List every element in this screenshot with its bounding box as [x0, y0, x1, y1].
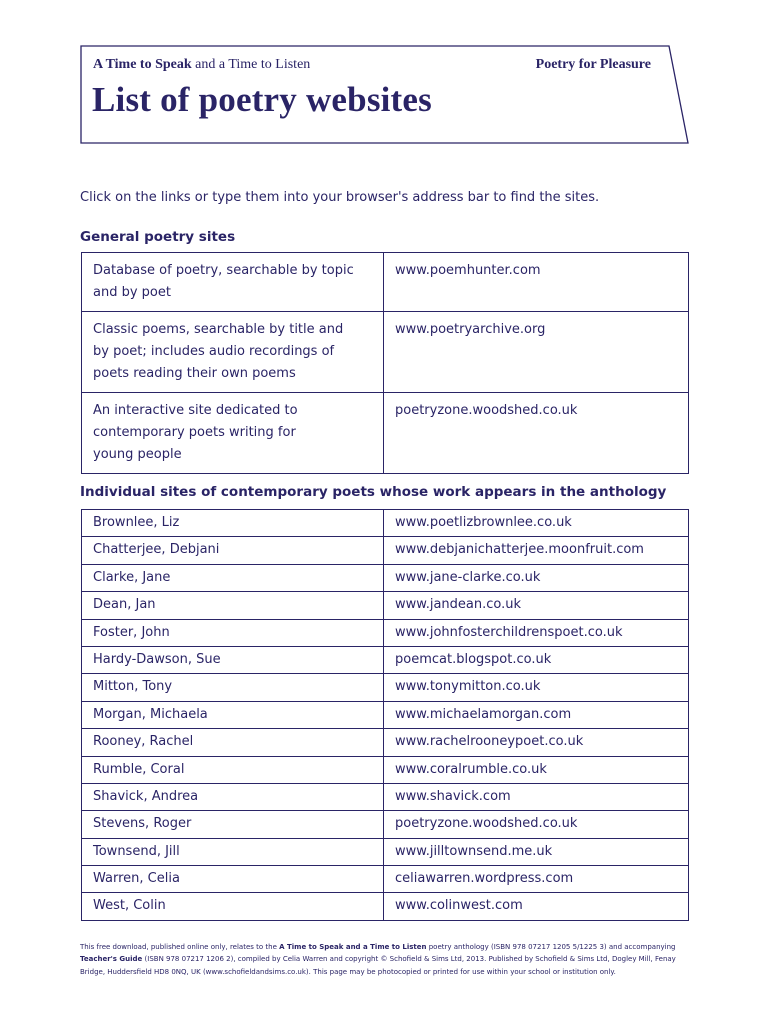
- site-url-link[interactable]: www.poemhunter.com: [384, 253, 689, 312]
- site-url-link[interactable]: www.poetryarchive.org: [384, 312, 689, 393]
- poet-url-link[interactable]: poetryzone.woodshed.co.uk: [384, 811, 689, 838]
- table-row: [82, 729, 689, 756]
- poet-name: Brownlee, Liz: [82, 510, 384, 537]
- table-row: [82, 866, 689, 893]
- table-row: [82, 393, 689, 474]
- poet-url-link[interactable]: celiawarren.wordpress.com: [384, 866, 689, 893]
- table-row: [82, 646, 689, 673]
- poet-url-link[interactable]: www.poetlizbrownlee.co.uk: [384, 510, 689, 537]
- table-row: [82, 537, 689, 564]
- poet-name: Warren, Celia: [82, 866, 384, 893]
- poet-url-link[interactable]: www.debjanichatterjee.moonfruit.com: [384, 537, 689, 564]
- table-row: [82, 253, 689, 312]
- poet-name: Clarke, Jane: [82, 564, 384, 591]
- poets-table: [81, 509, 689, 921]
- series-title: A Time to Speak and a Time to Listen: [93, 57, 311, 72]
- page-title: List of poetry websites: [92, 80, 432, 119]
- table-row: [82, 564, 689, 591]
- description-line: and by poet: [93, 285, 171, 300]
- poet-url-link[interactable]: www.jilltownsend.me.uk: [384, 838, 689, 865]
- poet-name: West, Colin: [82, 893, 384, 920]
- poet-url-link[interactable]: www.jandean.co.uk: [384, 592, 689, 619]
- table-row: [82, 838, 689, 865]
- poet-name: Hardy-Dawson, Sue: [82, 646, 384, 673]
- description-line: contemporary poets writing for: [93, 425, 296, 440]
- poet-name: Stevens, Roger: [82, 811, 384, 838]
- site-description: [82, 312, 384, 393]
- poet-name: Mitton, Tony: [82, 674, 384, 701]
- poet-name: Shavick, Andrea: [82, 783, 384, 810]
- general-sites-table: [81, 252, 689, 474]
- poet-url-link[interactable]: www.rachelrooneypoet.co.uk: [384, 729, 689, 756]
- title-banner: [0, 0, 768, 160]
- general-sites-heading: General poetry sites: [80, 229, 236, 245]
- poet-name: Dean, Jan: [82, 592, 384, 619]
- description-line: by poet; includes audio recordings of: [93, 344, 335, 359]
- poet-url-link[interactable]: www.coralrumble.co.uk: [384, 756, 689, 783]
- table-row: [82, 701, 689, 728]
- poet-url-link[interactable]: www.shavick.com: [384, 783, 689, 810]
- poet-url-link[interactable]: www.jane-clarke.co.uk: [384, 564, 689, 591]
- poet-name: Townsend, Jill: [82, 838, 384, 865]
- site-url-link[interactable]: poetryzone.woodshed.co.uk: [384, 393, 689, 474]
- description-line: Database of poetry, searchable by topic: [93, 263, 354, 278]
- table-row: [82, 312, 689, 393]
- table-row: [82, 811, 689, 838]
- series-label: Poetry for Pleasure: [535, 57, 651, 72]
- poet-url-link[interactable]: www.johnfosterchildrenspoet.co.uk: [384, 619, 689, 646]
- site-description: [82, 393, 384, 474]
- poet-name: Chatterjee, Debjani: [82, 537, 384, 564]
- poet-name: Foster, John: [82, 619, 384, 646]
- table-row: [82, 592, 689, 619]
- intro-text: Click on the links or type them into your browser's address bar to find the sites.: [80, 190, 600, 205]
- poet-url-link[interactable]: poemcat.blogspot.co.uk: [384, 646, 689, 673]
- table-row: [82, 674, 689, 701]
- description-line: Classic poems, searchable by title and: [93, 322, 344, 337]
- poet-url-link[interactable]: www.colinwest.com: [384, 893, 689, 920]
- poets-heading: Individual sites of contemporary poets whose work appears in the anthology: [80, 484, 667, 500]
- poet-name: Morgan, Michaela: [82, 701, 384, 728]
- table-row: [82, 756, 689, 783]
- poet-name: Rooney, Rachel: [82, 729, 384, 756]
- description-line: An interactive site dedicated to: [93, 403, 298, 418]
- site-description: [82, 253, 384, 312]
- poet-name: Rumble, Coral: [82, 756, 384, 783]
- table-row: [82, 619, 689, 646]
- footer-notice: This free download, published online only, relates to the A Time to Speak and a Time to Listen poetry anthology (ISBN 978 07217 1205 5/1225 3) and accompanying Teacher's Guide (ISBN 978 07217 1206 2), compiled by Celia Warren and copyright © Schofield & Sims Ltd, 2013. Published by Schofield & Sims Ltd, Dogley Mill, Fenay Bridge, Huddersfield HD8 0NQ, UK (www.schofieldandsims.co.uk). This page may be photocopied or printed for use within your school or institution only.: [80, 943, 676, 976]
- description-line: poets reading their own poems: [93, 366, 296, 381]
- poet-url-link[interactable]: www.michaelamorgan.com: [384, 701, 689, 728]
- poet-url-link[interactable]: www.tonymitton.co.uk: [384, 674, 689, 701]
- table-row: [82, 893, 689, 920]
- table-row: [82, 783, 689, 810]
- description-line: young people: [93, 447, 182, 462]
- table-row: [82, 510, 689, 537]
